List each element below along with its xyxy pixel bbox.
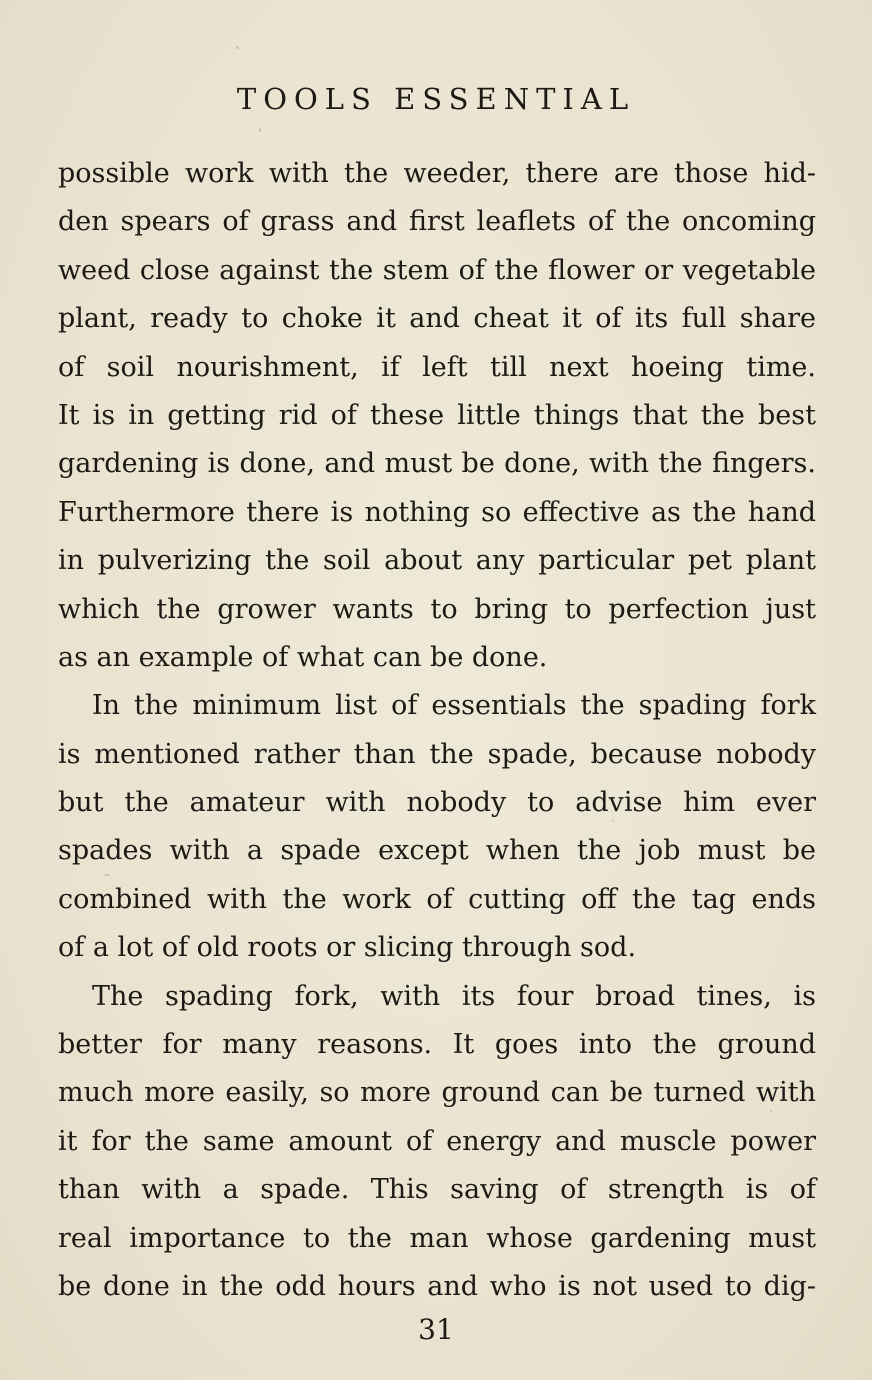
running-head: TOOLS ESSENTIAL bbox=[236, 82, 636, 116]
text-line: combined with the work of cutting off the tag ends bbox=[58, 883, 816, 915]
text-line: In the minimum list of essentials the spading fork bbox=[92, 690, 816, 722]
page-number: 31 bbox=[418, 1313, 454, 1346]
text-line: gardening is done, and must be done, with the fingers. bbox=[58, 448, 816, 480]
text-line: as an example of what can be done. bbox=[58, 641, 548, 673]
body-text bbox=[58, 150, 816, 1311]
text-line: be done in the odd hours and who is not used to dig- bbox=[58, 1270, 816, 1302]
text-line: better for many reasons. It goes into the ground bbox=[58, 1029, 816, 1061]
text-line: it for the same amount of energy and muscle power bbox=[58, 1125, 816, 1157]
text-line: of a lot of old roots or slicing through sod. bbox=[58, 932, 637, 964]
text-line: It is in getting rid of these little things that the best bbox=[58, 399, 816, 431]
text-line: Furthermore there is nothing so effective as the hand bbox=[58, 496, 816, 528]
text-line: weed close against the stem of the flower or vegetable bbox=[58, 254, 816, 286]
text-line: which the grower wants to bring to perfection just bbox=[58, 593, 816, 625]
text-line: real importance to the man whose gardening must bbox=[58, 1222, 816, 1254]
text-line: The spading fork, with its four broad tines, is bbox=[92, 980, 816, 1012]
text-line: plant, ready to choke it and cheat it of its full share bbox=[58, 303, 816, 335]
text-line: possible work with the weeder, there are those hid- bbox=[58, 158, 816, 189]
text-line: is mentioned rather than the spade, because nobody bbox=[58, 738, 816, 770]
text-line: den spears of grass and first leaflets of the oncoming bbox=[58, 206, 816, 238]
text-line: of soil nourishment, if left till next hoeing time. bbox=[58, 351, 816, 383]
paper-speck bbox=[770, 1110, 772, 1112]
text-line: in pulverizing the soil about any particular pet plant bbox=[58, 545, 816, 577]
text-line: much more easily, so more ground can be turned with bbox=[58, 1077, 816, 1109]
text-line: spades with a spade except when the job must be bbox=[58, 835, 816, 867]
paper-speck bbox=[104, 874, 110, 876]
paper-speck bbox=[236, 46, 239, 49]
text-line: but the amateur with nobody to advise him ever bbox=[58, 787, 816, 819]
text-line: than with a spade. This saving of strength is of bbox=[58, 1174, 816, 1206]
paper-speck bbox=[259, 128, 261, 132]
paper-speck bbox=[612, 820, 614, 822]
